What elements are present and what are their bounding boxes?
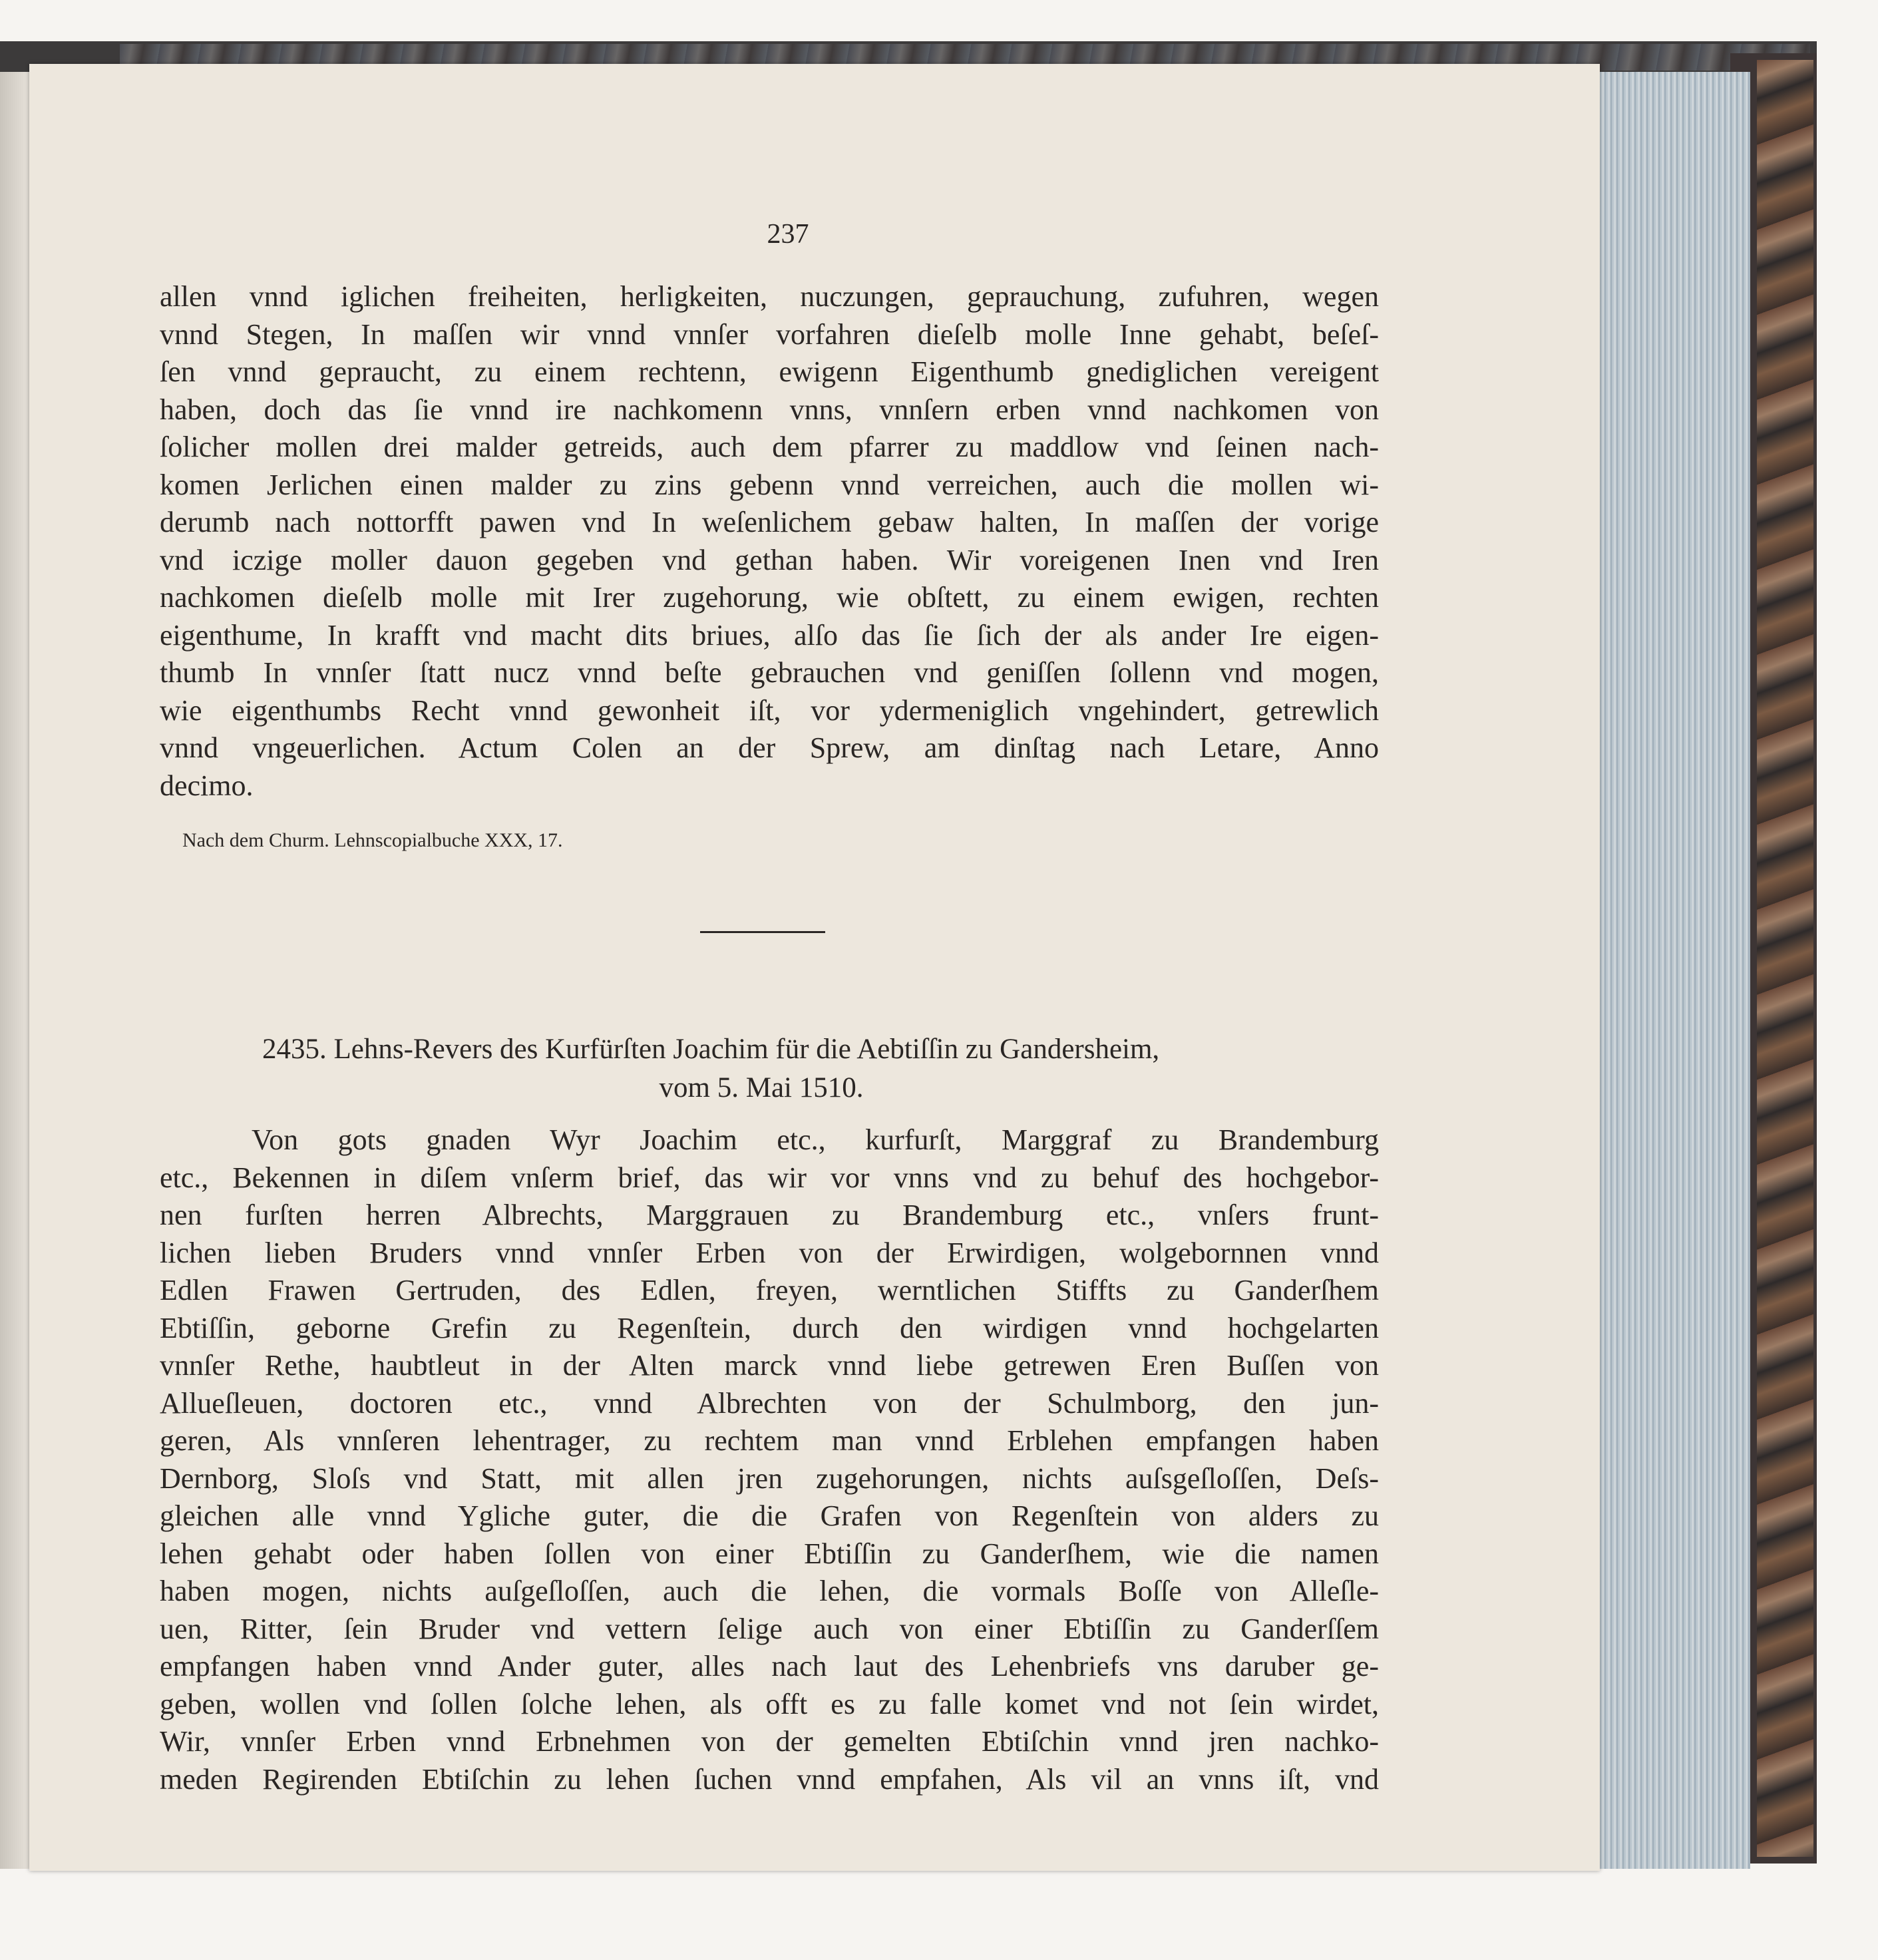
text-line: geben, wollen vnd ſollen ſolche lehen, als offt es zu falle komet vnd not ſein wirdet, bbox=[160, 1687, 1379, 1720]
text-line: thumb In vnnſer ſtatt nucz vnnd beſte gebrauchen vnd geniſſen ſollenn vnd mogen, bbox=[160, 656, 1379, 689]
text-line: derumb nach nottorfft pawen vnd In weſenlichem gebaw halten, In maſſen der vorige bbox=[160, 506, 1379, 538]
text-line: vnnd vngeuerlichen. Actum Colen an der Sprew, am dinſtag nach Letare, Anno bbox=[160, 731, 1379, 764]
text-line: komen Jerlichen einen malder zu zins gebenn vnnd verreichen, auch die mollen wi- bbox=[160, 468, 1379, 501]
text-line: Edlen Frawen Gertruden, des Edlen, freyen, werntlichen Stiffts zu Ganderſhem bbox=[160, 1274, 1379, 1306]
page-stack-edge bbox=[1577, 72, 1750, 1869]
text-line: Dernborg, Sloſs vnd Statt, mit allen jren zugehorungen, nichts auſsgeſloſſen, Deſs- bbox=[160, 1462, 1379, 1495]
text-line: wie eigenthumbs Recht vnnd gewonheit iſt, vor ydermeniglich vngehindert, getrewlich bbox=[160, 693, 1379, 727]
text-line: vnnſer Rethe, haubtleut in der Alten marck vnnd liebe getrewen Eren Buſſen von bbox=[160, 1349, 1379, 1382]
marbled-board-right bbox=[1757, 60, 1813, 1857]
text-line: ſen vnnd gepraucht, zu einem rechtenn, ewigenn Eigenthumb gnediglichen vereigent bbox=[160, 355, 1379, 388]
text-line: lichen lieben Bruders vnnd vnnſer Erben von der Erwirdigen, wolgebornnen vnnd bbox=[160, 1236, 1379, 1269]
text-line: vnd iczige moller dauon gegeben vnd gethan haben. Wir voreigenen Inen vnd Iren bbox=[160, 543, 1379, 576]
text-line: empfangen haben vnnd Ander guter, alles nach laut des Lehenbriefs vns daruber ge- bbox=[160, 1650, 1379, 1682]
text-line: lehen gehabt oder haben ſollen von einer Ebtiſſin zu Ganderſhem, wie die namen bbox=[160, 1537, 1379, 1570]
paragraph-continued bbox=[160, 278, 1379, 805]
heading-date: vom 5. Mai 1510. bbox=[659, 1072, 864, 1103]
text-line: ſolicher mollen drei malder getreids, auch dem pfarrer zu maddlow vnd ſeinen nach- bbox=[160, 431, 1379, 463]
document-heading bbox=[262, 1030, 1274, 1107]
text-line: Ebtiſſin, geborne Grefin zu Regenſtein, durch den wirdigen vnnd hochgelarten bbox=[160, 1311, 1379, 1344]
facing-page-edge bbox=[0, 72, 32, 1869]
source-note: Nach dem Churm. Lehnscopialbuche XXX, 17. bbox=[182, 829, 563, 851]
book-page bbox=[29, 64, 1600, 1871]
text-line: nen furſten herren Albrechts, Marggrauen zu Brandemburg etc., vnſers frunt- bbox=[160, 1199, 1379, 1231]
text-line: gleichen alle vnnd Ygliche guter, die die Grafen von Regenſtein von alders zu bbox=[160, 1499, 1379, 1532]
text-line: eigenthume, In krafft vnd macht dits briues, alſo das ſie ſich der als ander Ire eigen- bbox=[160, 618, 1379, 652]
text-line: Von gots gnaden Wyr Joachim etc., kurfurſt, Marggraf zu Brandemburg bbox=[252, 1123, 1379, 1156]
page-number: 237 bbox=[767, 219, 809, 250]
document-body bbox=[160, 1121, 1379, 1798]
text-line: etc., Bekennen in diſem vnſerm brief, das wir vor vnns vnd zu behuf des hochgebor- bbox=[160, 1161, 1379, 1194]
text-line: Allueſleuen, doctoren etc., vnnd Albrechten von der Schulmborg, den jun- bbox=[160, 1386, 1379, 1420]
text-line: decimo. bbox=[160, 769, 254, 802]
text-line: geren, Als vnnſeren lehentrager, zu rechtem man vnnd Erblehen empfangen haben bbox=[160, 1424, 1379, 1457]
heading-title: 2435. Lehns-Revers des Kurfürſten Joachim für die Aebtiſſin zu Gandersheim, bbox=[262, 1034, 1160, 1065]
text-line: haben mogen, nichts auſgeſloſſen, auch die lehen, die vormals Boſſe von Alleſle- bbox=[160, 1575, 1379, 1607]
text-line: allen vnnd iglichen freiheiten, herligkeiten, nuczungen, geprauchung, zufuhren, wegen bbox=[160, 280, 1379, 313]
text-line: meden Regirenden Ebtiſchin zu lehen ſuchen vnnd empfahen, Als vil an vnns iſt, vnd bbox=[160, 1762, 1379, 1796]
text-line: Wir, vnnſer Erben vnnd Erbnehmen von der gemelten Ebtiſchin vnnd jren nachko- bbox=[160, 1725, 1379, 1758]
text-line: haben, doch das ſie vnnd ire nachkomenn vnns, vnnſern erben vnnd nachkomen von bbox=[160, 393, 1379, 426]
text-line: nachkomen dieſelb molle mit Irer zugehorung, wie obſtett, zu einem ewigen, rechten bbox=[160, 581, 1379, 614]
text-line: uen, Ritter, ſein Bruder vnd vettern ſelige auch von einer Ebtiſſin zu Ganderſſem bbox=[160, 1612, 1379, 1645]
text-line: vnnd Stegen, In maſſen wir vnnd vnnſer vorfahren dieſelb molle Inne gehabt, beſeſ- bbox=[160, 317, 1379, 351]
section-divider bbox=[700, 931, 825, 933]
